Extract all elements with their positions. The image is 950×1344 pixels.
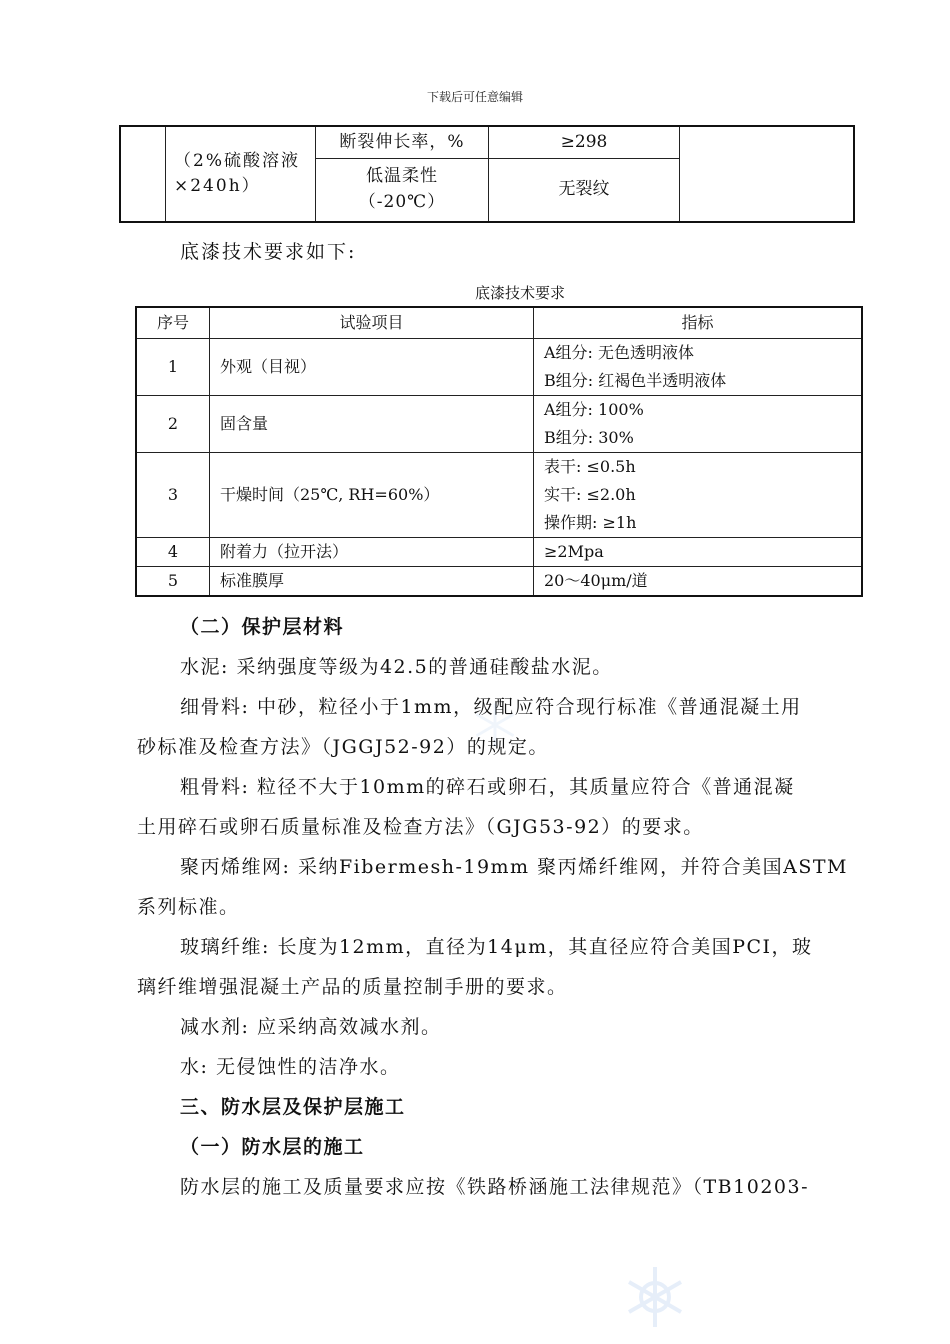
indicator-line: 实干: ≤2.0h xyxy=(544,485,636,504)
table-row xyxy=(136,538,862,567)
intro-text: 底漆技术要求如下: xyxy=(180,241,357,263)
table-row xyxy=(136,567,862,597)
paragraph-continuation: 系列标准。 xyxy=(137,896,240,918)
table-cell: 干燥时间（25℃, RH=60%） xyxy=(210,453,534,538)
table-header: 序号 xyxy=(136,307,210,339)
table-cell: 1 xyxy=(136,339,210,396)
indicator-line: A组分: 无色透明液体 xyxy=(544,343,695,362)
table-cell xyxy=(534,339,863,396)
top-continuation-table xyxy=(119,125,855,223)
indicator-line: 操作期: ≥1h xyxy=(544,513,637,532)
watermark-logo-icon xyxy=(470,700,520,750)
blank-cell xyxy=(120,126,166,222)
paragraph: 粗骨料: 粒径不大于10mm的碎石或卵石，其质量应符合《普通混凝 xyxy=(180,776,795,798)
table-header: 指标 xyxy=(534,307,863,339)
table-caption: 底漆技术要求 xyxy=(474,284,565,302)
indicator-line: B组分: 30% xyxy=(544,428,634,447)
paragraph-continuation: 砂标准及检查方法》（JGGJ52-92）的规定。 xyxy=(137,736,549,758)
table-cell: 低温柔性（-20℃） xyxy=(316,158,489,222)
paragraph: 防水层的施工及质量要求应按《铁路桥涵施工法律规范》（TB10203- xyxy=(180,1176,809,1198)
table-cell: ≥298 xyxy=(489,126,680,158)
table-cell: 2 xyxy=(136,396,210,453)
paragraph: 减水剂: 应采纳高效减水剂。 xyxy=(180,1016,442,1038)
paragraph: 水: 无侵蚀性的洁净水。 xyxy=(180,1056,401,1078)
paragraph: 水泥: 采纳强度等级为42.5的普通硅酸盐水泥。 xyxy=(180,656,613,678)
table-cell: 无裂纹 xyxy=(489,158,680,222)
watermark-logo-icon xyxy=(620,1262,690,1332)
paragraph: 聚丙烯维网: 采纳Fibermesh-19mm 聚丙烯纤维网，并符合美国ASTM xyxy=(180,856,848,878)
paragraph: 玻璃纤维: 长度为12mm，直径为14μm，其直径应符合美国PCI，玻 xyxy=(180,936,813,958)
paragraph-continuation: 璃纤维增强混凝土产品的质量控制手册的要求。 xyxy=(137,976,568,998)
section-heading: （二）保护层材料 xyxy=(180,616,345,638)
indicator-line: 20～40μm/道 xyxy=(544,571,648,590)
table-row xyxy=(136,339,862,396)
section-heading: 三、防水层及保护层施工 xyxy=(180,1096,406,1118)
table-cell xyxy=(534,396,863,453)
indicator-line: A组分: 100% xyxy=(544,400,644,419)
table-cell: 标准膜厚 xyxy=(210,567,534,597)
indicator-line: B组分: 红褐色半透明液体 xyxy=(544,371,727,390)
paragraph: 细骨料: 中砂，粒径小于1mm，级配应符合现行标准《普通混凝土用 xyxy=(180,696,802,718)
condition-cell: （2%硫酸溶液×240h） xyxy=(166,126,316,222)
blank-cell xyxy=(680,126,855,222)
table-cell: 附着力（拉开法） xyxy=(210,538,534,567)
page-header: 下载后可任意编辑 xyxy=(426,90,523,104)
table-cell xyxy=(534,567,863,597)
indicator-line: ≥2Mpa xyxy=(544,542,604,561)
table-cell xyxy=(534,538,863,567)
body-text xyxy=(137,607,852,1207)
table-row xyxy=(136,453,862,538)
table-cell: 3 xyxy=(136,453,210,538)
primer-spec-table xyxy=(135,306,863,597)
table-cell: 外观（目视） xyxy=(210,339,534,396)
table-cell xyxy=(534,453,863,538)
table-cell: 5 xyxy=(136,567,210,597)
paragraph-continuation: 土用碎石或卵石质量标准及检查方法》（GJG53-92）的要求。 xyxy=(137,816,704,838)
table-row xyxy=(136,396,862,453)
table-cell: 断裂伸长率，% xyxy=(316,126,489,158)
table-header: 试验项目 xyxy=(210,307,534,339)
section-heading: （一）防水层的施工 xyxy=(180,1136,365,1158)
table-cell: 固含量 xyxy=(210,396,534,453)
table-cell: 4 xyxy=(136,538,210,567)
indicator-line: 表干: ≤0.5h xyxy=(544,457,636,476)
